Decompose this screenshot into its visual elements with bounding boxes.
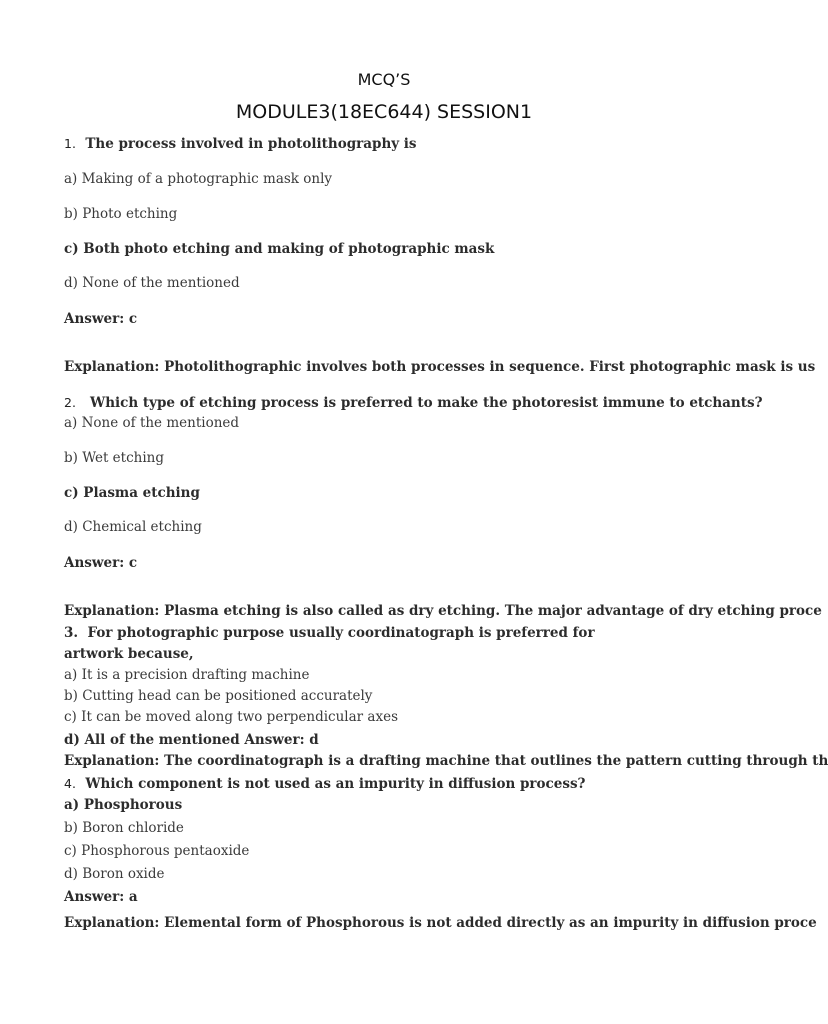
answer: Answer: c xyxy=(64,555,138,571)
document-title: MCQ’S xyxy=(357,70,411,89)
option-c-correct: c) Both photo etching and making of photographic mask xyxy=(64,241,495,257)
option-b: b) Cutting head can be positioned accurately xyxy=(64,688,373,704)
explanation: Explanation: The coordinatograph is a drafting machine that outlines the pattern cutting through th xyxy=(64,753,828,769)
option-d: d) Chemical etching xyxy=(64,519,202,535)
question-number: 2. xyxy=(64,395,76,410)
question-3 xyxy=(64,624,595,642)
option-c-correct: c) Plasma etching xyxy=(64,485,200,501)
option-d: d) None of the mentioned xyxy=(64,275,240,291)
question-number: 1. xyxy=(64,136,76,151)
explanation: Explanation: Photolithographic involves both processes in sequence. First photographic mask is us xyxy=(64,359,816,375)
question-2 xyxy=(64,394,762,412)
option-b: b) Wet etching xyxy=(64,450,165,466)
option-b: b) Photo etching xyxy=(64,206,178,222)
answer: Answer: c xyxy=(64,311,138,327)
question-text: Which component is not used as an impurity in diffusion process? xyxy=(85,776,586,792)
question-number: 4. xyxy=(64,776,76,791)
question-text: Which type of etching process is preferred to make the photoresist immune to etchants? xyxy=(90,395,763,411)
question-text-continued: artwork because, xyxy=(64,646,194,662)
option-c: c) Phosphorous pentaoxide xyxy=(64,843,250,859)
question-4 xyxy=(64,775,585,793)
option-b: b) Boron chloride xyxy=(64,820,184,836)
explanation: Explanation: Plasma etching is also called as dry etching. The major advantage of dry etching proce xyxy=(64,603,822,619)
question-1 xyxy=(64,135,417,153)
question-text: The process involved in photolithography is xyxy=(85,136,417,152)
explanation: Explanation: Elemental form of Phosphorous is not added directly as an impurity in diffusion proce xyxy=(64,915,817,931)
option-a: a) None of the mentioned xyxy=(64,415,240,431)
answer: Answer: a xyxy=(64,889,138,905)
question-text: For photographic purpose usually coordinatograph is preferred for xyxy=(87,625,595,641)
option-a-correct: a) Phosphorous xyxy=(64,797,183,813)
option-a: a) It is a precision drafting machine xyxy=(64,667,310,683)
document-subtitle: MODULE3(18EC644) SESSION1 xyxy=(235,101,533,123)
option-a: a) Making of a photographic mask only xyxy=(64,171,333,187)
option-d: d) Boron oxide xyxy=(64,866,165,882)
question-number: 3. xyxy=(64,625,79,641)
option-c: c) It can be moved along two perpendicular axes xyxy=(64,709,398,725)
option-d-answer: d) All of the mentioned Answer: d xyxy=(64,732,319,748)
